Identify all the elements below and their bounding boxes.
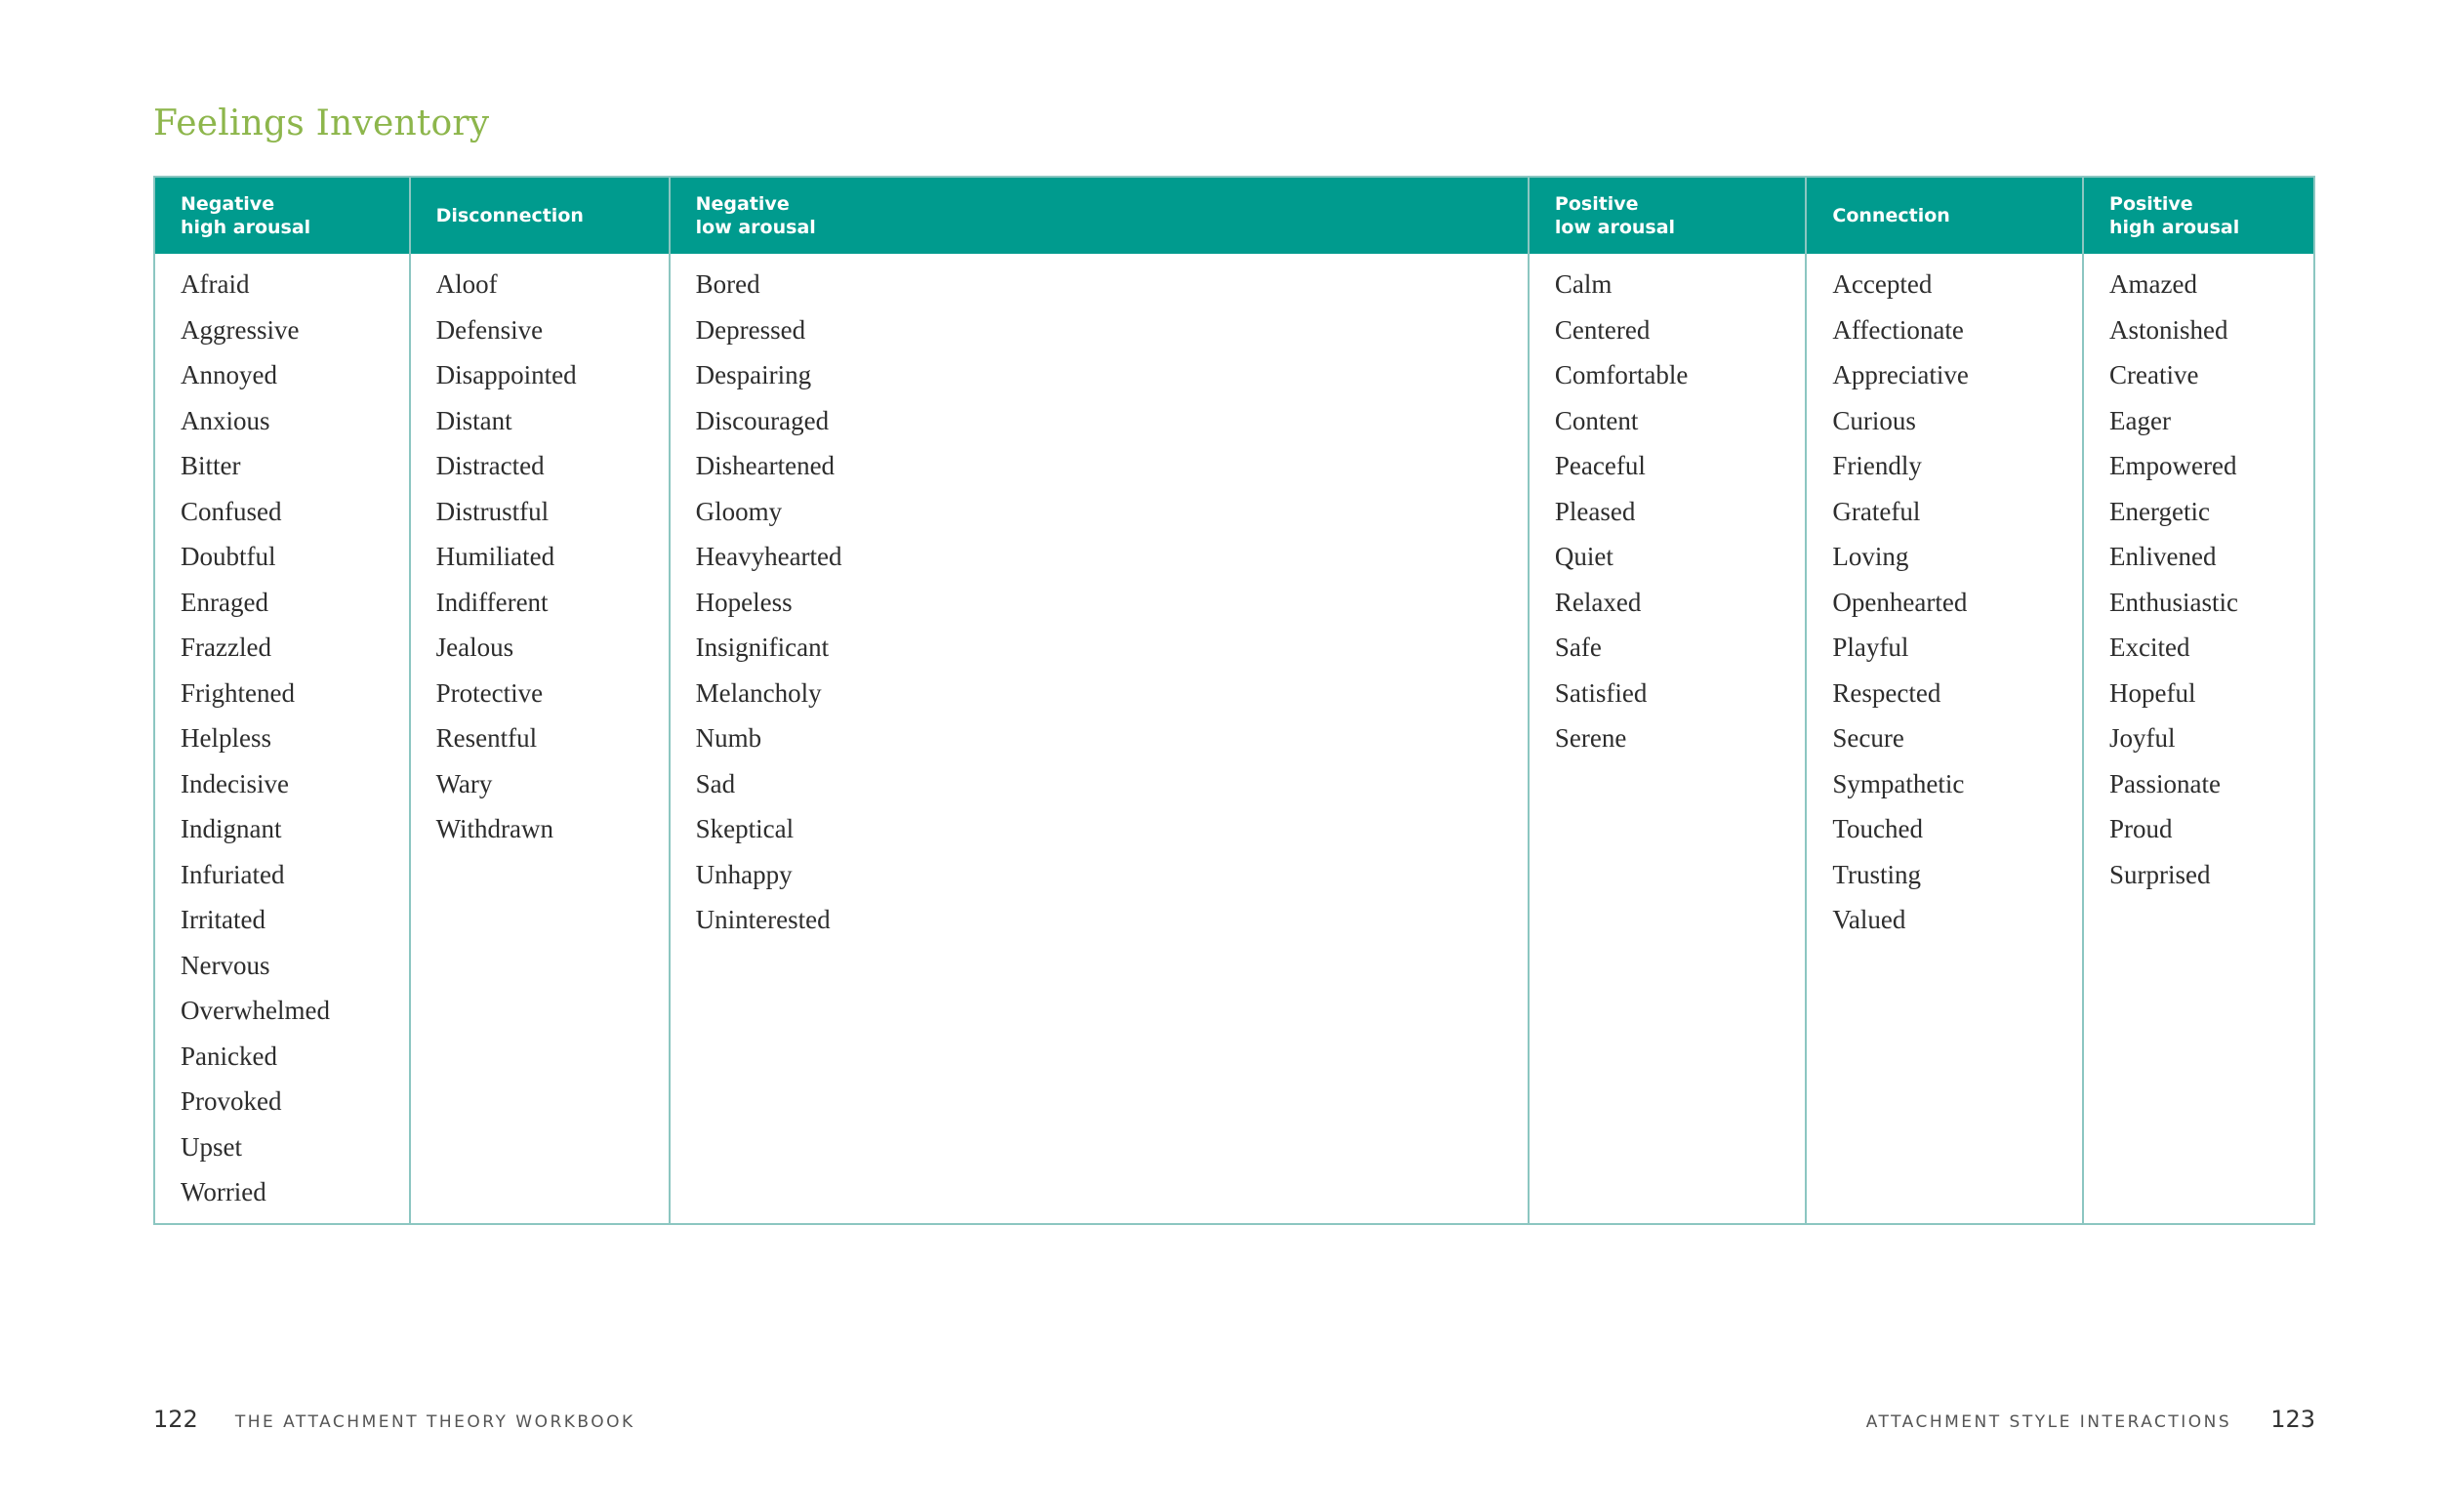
feeling-item: Valued	[1832, 905, 1906, 934]
column-positive-low-arousal	[1530, 178, 1808, 1223]
column-header-line: Positive	[1554, 193, 1639, 215]
column-header	[671, 178, 1528, 254]
column-header-line: Connection	[1832, 205, 1950, 226]
feeling-item: Creative	[2109, 360, 2199, 389]
feeling-item: Comfortable	[1554, 360, 1689, 389]
feeling-item: Proud	[2109, 814, 2173, 843]
column-negative-high-arousal	[155, 178, 411, 1223]
feeling-item: Heavyhearted	[695, 542, 842, 571]
feeling-item: Energetic	[2109, 496, 2210, 526]
feeling-item: Defensive	[435, 314, 544, 345]
feeling-list	[411, 254, 669, 852]
feeling-item: Disheartened	[695, 451, 836, 480]
feeling-item: Excited	[2109, 633, 2190, 662]
feeling-item: Respected	[1832, 677, 1941, 708]
feeling-item: Frightened	[181, 677, 295, 708]
feeling-item: Jealous	[435, 633, 514, 662]
column-disconnection	[411, 178, 671, 1223]
feeling-item: Joyful	[2109, 723, 2176, 753]
feeling-item: Aloof	[435, 269, 498, 299]
feeling-item: Content	[1554, 405, 1639, 435]
feeling-item: Hopeful	[2109, 677, 2196, 708]
feeling-item: Provoked	[181, 1086, 282, 1116]
footer-right	[1866, 1406, 2315, 1433]
feeling-item: Satisfied	[1554, 677, 1648, 708]
feeling-item: Enlivened	[2109, 542, 2217, 571]
feeling-item: Helpless	[181, 723, 271, 753]
feeling-item: Touched	[1832, 814, 1923, 843]
feeling-item: Gloomy	[695, 496, 783, 526]
feeling-item: Sad	[695, 768, 736, 798]
column-header-line: high arousal	[181, 217, 311, 238]
feeling-item: Relaxed	[1554, 587, 1642, 617]
page-number-left: 122	[153, 1406, 198, 1433]
running-head-right: ATTACHMENT STYLE INTERACTIONS	[1865, 1412, 2232, 1432]
feeling-item: Friendly	[1832, 451, 1922, 480]
feeling-item: Enraged	[181, 587, 268, 617]
feeling-item: Nervous	[181, 950, 270, 980]
column-header-line: Negative	[181, 193, 275, 215]
feeling-list	[1807, 254, 2082, 943]
feeling-item: Afraid	[181, 269, 250, 299]
column-header	[2084, 178, 2313, 254]
feeling-item: Uninterested	[695, 905, 831, 934]
feeling-item: Despairing	[695, 360, 812, 389]
column-connection	[1807, 178, 2084, 1223]
feeling-item: Withdrawn	[435, 814, 553, 843]
feeling-item: Eager	[2109, 405, 2171, 435]
feeling-item: Melancholy	[695, 677, 822, 708]
feeling-item: Distracted	[435, 451, 545, 480]
feeling-item: Distrustful	[435, 496, 550, 526]
feeling-item: Surprised	[2109, 859, 2211, 889]
feeling-item: Resentful	[435, 723, 538, 753]
feeling-item: Openhearted	[1832, 587, 1968, 617]
feeling-item: Distant	[435, 405, 512, 435]
feeling-item: Curious	[1832, 405, 1916, 435]
feeling-item: Hopeless	[695, 587, 793, 617]
feeling-item: Calm	[1554, 269, 1613, 299]
feeling-item: Appreciative	[1832, 360, 1969, 389]
feeling-item: Annoyed	[181, 360, 277, 389]
feeling-item: Anxious	[181, 405, 270, 435]
footer-left	[153, 1406, 635, 1433]
feeling-item: Panicked	[181, 1041, 277, 1071]
feeling-item: Protective	[435, 677, 544, 708]
feelings-table	[153, 176, 2315, 1225]
column-header-line: low arousal	[1554, 217, 1676, 238]
feeling-item: Aggressive	[181, 314, 300, 345]
column-header-line: low arousal	[695, 217, 816, 238]
feeling-item: Irritated	[181, 905, 265, 934]
feeling-item: Discouraged	[695, 405, 830, 435]
feeling-item: Bored	[695, 269, 760, 299]
column-header	[1807, 178, 2082, 254]
feeling-item: Trusting	[1832, 859, 1921, 889]
feeling-item: Frazzled	[181, 633, 271, 662]
feeling-item: Centered	[1554, 314, 1651, 345]
feeling-item: Upset	[181, 1131, 242, 1162]
column-header	[155, 178, 409, 254]
column-negative-low-arousal	[671, 178, 1530, 1223]
column-header-line: Positive	[2109, 193, 2193, 215]
feeling-item: Safe	[1554, 633, 1602, 662]
column-header-line: Disconnection	[435, 205, 584, 226]
feeling-item: Doubtful	[181, 542, 276, 571]
feeling-item: Disappointed	[435, 360, 577, 389]
feeling-item: Indecisive	[181, 768, 289, 798]
feeling-item: Overwhelmed	[181, 996, 330, 1025]
feeling-list	[671, 254, 1528, 943]
feeling-item: Accepted	[1832, 269, 1933, 299]
feeling-item: Unhappy	[695, 859, 793, 889]
feeling-item: Indifferent	[435, 587, 549, 617]
feeling-item: Wary	[435, 768, 493, 798]
column-header	[411, 178, 669, 254]
feeling-item: Astonished	[2109, 314, 2228, 345]
feeling-item: Passionate	[2109, 768, 2222, 798]
feeling-item: Loving	[1832, 542, 1909, 571]
feeling-item: Grateful	[1832, 496, 1921, 526]
feeling-item: Confused	[181, 496, 282, 526]
feeling-item: Insignificant	[695, 633, 830, 662]
feeling-item: Numb	[695, 723, 762, 753]
feeling-item: Amazed	[2109, 269, 2197, 299]
feeling-item: Empowered	[2109, 451, 2237, 480]
feeling-list	[1530, 254, 1806, 761]
feeling-item: Skeptical	[695, 814, 795, 843]
page-number-right: 123	[2270, 1406, 2315, 1433]
feeling-item: Humiliated	[435, 542, 555, 571]
column-header-line: high arousal	[2109, 217, 2240, 238]
feeling-item: Secure	[1832, 723, 1904, 753]
feeling-item: Enthusiastic	[2109, 587, 2238, 617]
feeling-item: Peaceful	[1554, 451, 1646, 480]
feeling-item: Indignant	[181, 814, 282, 843]
feeling-item: Playful	[1832, 633, 1909, 662]
feeling-list	[155, 254, 409, 1215]
feeling-item: Pleased	[1554, 496, 1636, 526]
running-head-left: THE ATTACHMENT THEORY WORKBOOK	[234, 1412, 635, 1432]
feeling-item: Sympathetic	[1832, 768, 1965, 798]
feeling-item: Affectionate	[1832, 314, 1964, 345]
column-header	[1530, 178, 1806, 254]
feeling-item: Infuriated	[181, 859, 285, 889]
feeling-item: Serene	[1554, 723, 1627, 753]
feeling-item: Quiet	[1554, 542, 1613, 571]
column-positive-high-arousal	[2084, 178, 2313, 1223]
feeling-item: Bitter	[181, 451, 241, 480]
page-title: Feelings Inventory	[153, 103, 490, 143]
feeling-item: Depressed	[695, 314, 806, 345]
feeling-list	[2084, 254, 2313, 897]
feeling-item: Worried	[181, 1177, 266, 1206]
column-header-line: Negative	[695, 193, 790, 215]
